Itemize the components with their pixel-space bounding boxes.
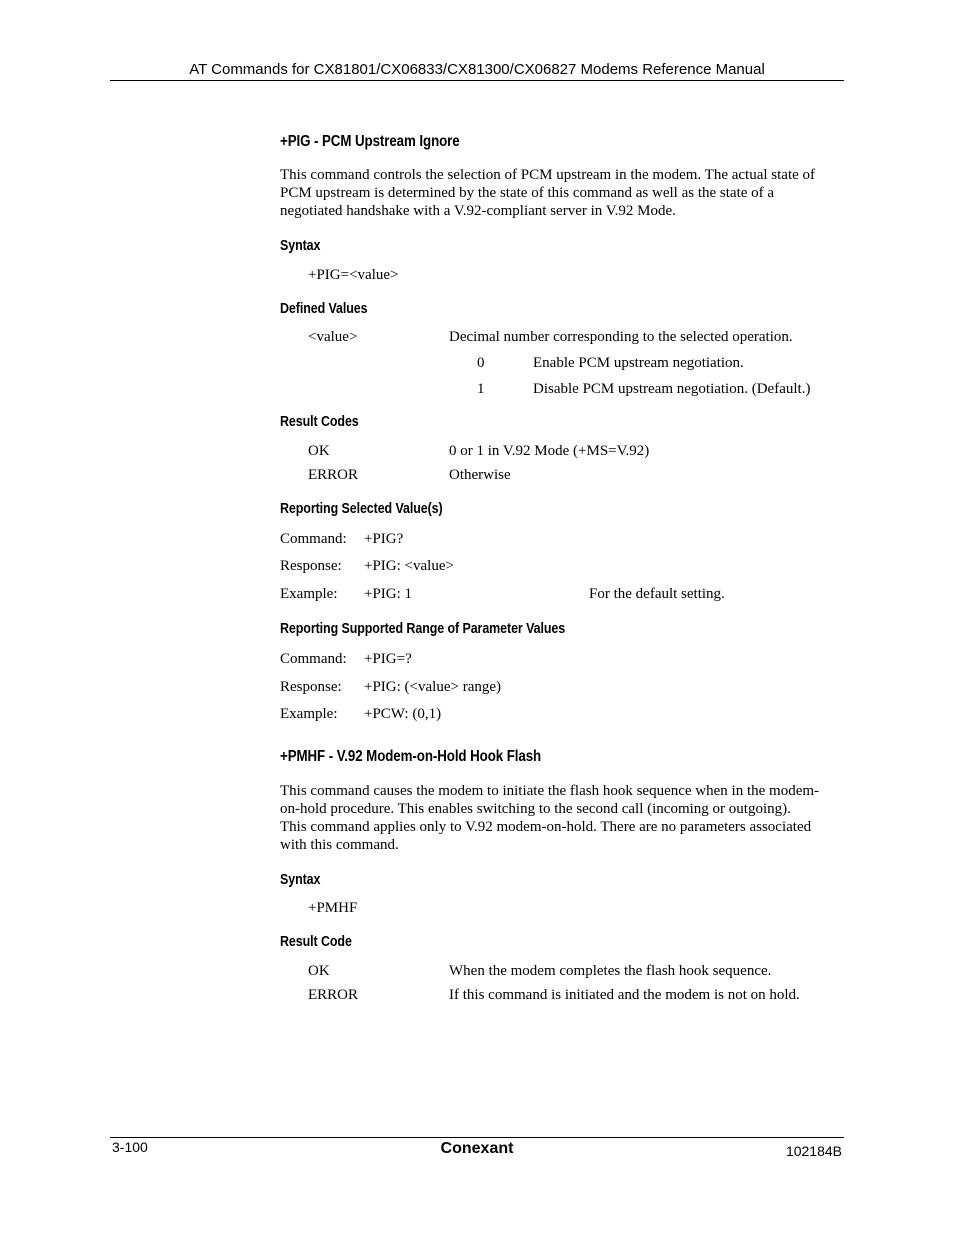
command-value: +PIG=?: [364, 651, 412, 667]
response-value: +PIG: (<value> range): [364, 679, 501, 695]
document-number: 102184B: [785, 1143, 842, 1159]
value-param: <value>: [308, 329, 358, 345]
result-desc: Otherwise: [449, 467, 511, 483]
page-number: 3-100: [112, 1139, 148, 1155]
pmhf-description-line: on-hold procedure. This enables switching to the second call (incoming or outgoing).: [280, 801, 791, 817]
result-desc: If this command is initiated and the modem is not on hold.: [449, 987, 800, 1003]
pig-description: [280, 166, 842, 220]
pmhf-description: [280, 782, 842, 854]
pig-result-codes-heading: Result Codes: [280, 414, 359, 430]
pmhf-result-code-heading: Result Code: [280, 934, 352, 950]
reporting-selected-heading: Reporting Selected Value(s): [280, 501, 443, 517]
pmhf-syntax: +PMHF: [308, 900, 358, 916]
option-code: 0: [477, 355, 485, 371]
result-desc: 0 or 1 in V.92 Mode (+MS=V.92): [449, 443, 650, 459]
value-desc: Decimal number corresponding to the selected operation.: [449, 329, 793, 345]
pmhf-description-line: This command applies only to V.92 modem-on-hold. There are no parameters associated: [280, 819, 812, 835]
pig-syntax: +PIG=<value>: [308, 267, 399, 283]
command-value: +PIG?: [364, 531, 404, 547]
pmhf-description-line: This command causes the modem to initiate the flash hook sequence when in the modem-: [280, 783, 820, 799]
result-code: OK: [308, 443, 330, 459]
example-label: Example:: [280, 586, 338, 602]
pig-description-line: negotiated handshake with a V.92-compliant server in V.92 Mode.: [280, 203, 676, 219]
company-name: Conexant: [440, 1140, 514, 1157]
pmhf-description-line: with this command.: [280, 837, 399, 853]
example-label: Example:: [280, 706, 338, 722]
result-code: OK: [308, 963, 330, 979]
reporting-range-heading: Reporting Supported Range of Parameter Values: [280, 621, 566, 637]
pig-defined-values-heading: Defined Values: [280, 301, 368, 317]
option-code: 1: [477, 381, 485, 397]
option-desc: Disable PCM upstream negotiation. (Default.): [533, 381, 811, 397]
option-desc: Enable PCM upstream negotiation.: [533, 355, 744, 371]
command-label: Command:: [280, 651, 347, 667]
command-label: Command:: [280, 531, 347, 547]
header-rule: [110, 80, 844, 81]
response-label: Response:: [280, 679, 342, 695]
result-desc: When the modem completes the flash hook sequence.: [449, 963, 772, 979]
example-note: For the default setting.: [589, 586, 725, 602]
pmhf-syntax-heading: Syntax: [280, 872, 321, 888]
pig-syntax-heading: Syntax: [280, 238, 321, 254]
pig-description-line: PCM upstream is determined by the state of this command as well as the state of a: [280, 185, 775, 201]
running-header: AT Commands for CX81801/CX06833/CX81300/CX06827 Modems Reference Manual: [189, 61, 765, 78]
response-value: +PIG: <value>: [364, 558, 454, 574]
example-value: +PCW: (0,1): [364, 706, 442, 722]
result-code: ERROR: [308, 467, 359, 483]
pig-description-line: This command controls the selection of PCM upstream in the modem. The actual state of: [280, 167, 816, 183]
response-label: Response:: [280, 558, 342, 574]
result-code: ERROR: [308, 987, 359, 1003]
footer-rule: [110, 1137, 844, 1138]
example-value: +PIG: 1: [364, 586, 413, 602]
section-title-pmhf: +PMHF - V.92 Modem-on-Hold Hook Flash: [280, 748, 542, 765]
section-title-pig: +PIG - PCM Upstream Ignore: [280, 133, 460, 150]
